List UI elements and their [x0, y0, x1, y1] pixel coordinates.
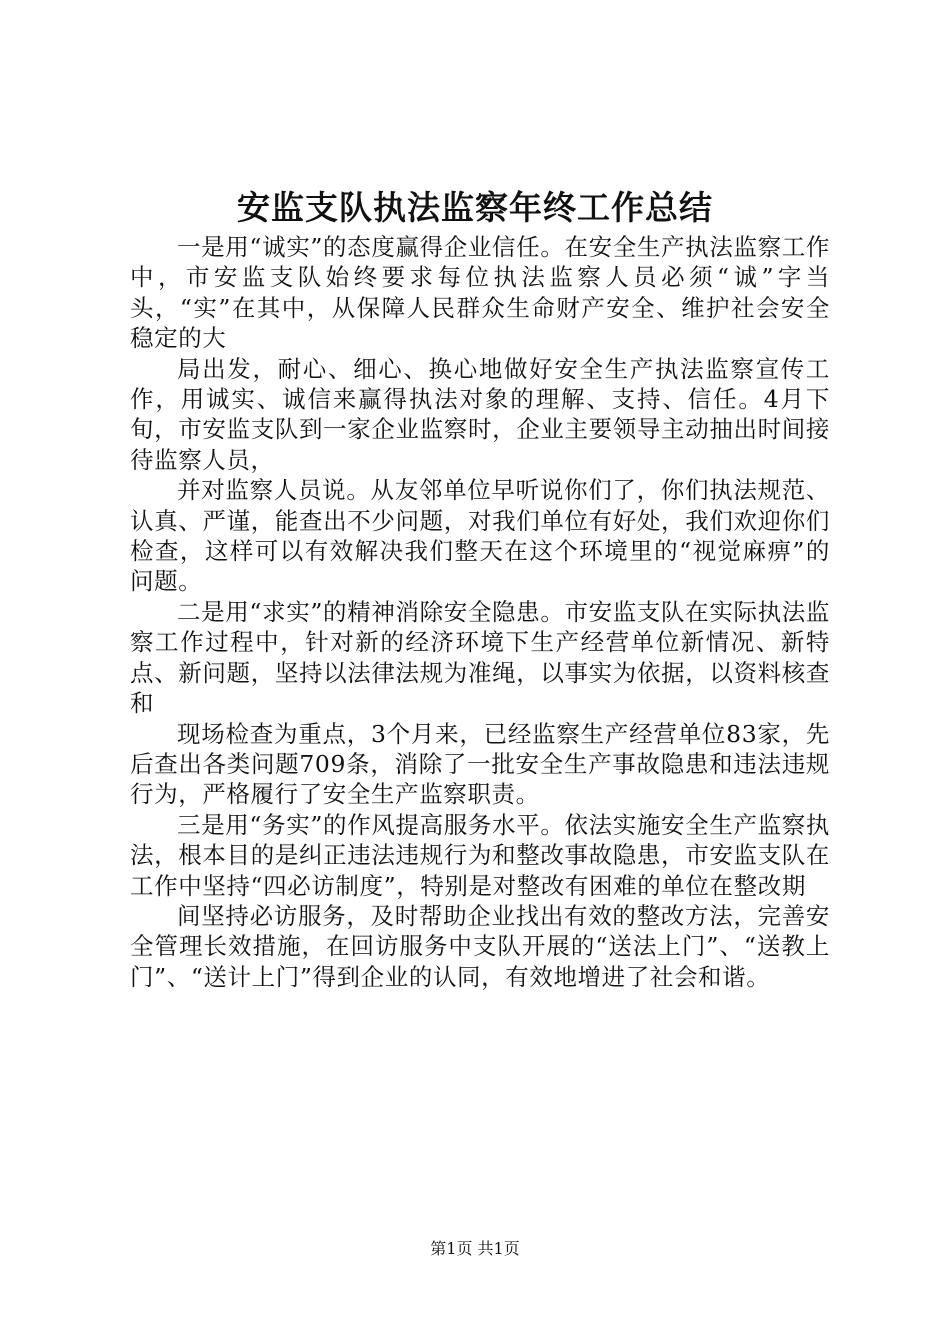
page-title: 安监支队执法监察年终工作总结 [237, 188, 713, 227]
paragraph-7: 间坚持必访服务，及时帮助企业找出有效的整改方法，完善安全管理长效措施，在回访服务中支队开展的“送法上门”、“送教上门”、“送计上门”得到企业的认同，有效地增进了社会和谐。 [130, 901, 830, 991]
paragraph-4: 二是用“求实”的精神消除安全隐患。市安监支队在实际执法监察工作过程中，针对新的经济环境下生产经营单位新情况、新特点、新问题，坚持以法律法规为准绳，以事实为依据，以资料核查和 [130, 597, 830, 718]
paragraph-6: 三是用“务实”的作风提高服务水平。依法实施安全生产监察执法，根本目的是纠正违法违规行为和整改事故隐患，市安监支队在工作中坚持“四必访制度”，特别是对整改有困难的单位在整改期 [130, 810, 830, 900]
paragraph-2: 局出发，耐心、细心、换心地做好安全生产执法监察宣传工作，用诚实、诚信来赢得执法对象的理解、支持、信任。4月下旬，市安监支队到一家企业监察时，企业主要领导主动抽出时间接待监察人员， [130, 354, 830, 474]
paragraph-3: 并对监察人员说。从友邻单位早听说你们了，你们执法规范、认真、严谨，能查出不少问题，对我们单位有好处，我们欢迎你们检查，这样可以有效解决我们整天在这个环境里的“视觉麻痹”的问题。 [130, 476, 830, 596]
paragraph-5: 现场检查为重点，3个月来，已经监察生产经营单位83家，先后查出各类问题709条，消除了一批安全生产事故隐患和违法违规行为，严格履行了安全生产监察职责。 [130, 719, 830, 809]
page-footer: 第1页 共1页 [430, 1239, 520, 1258]
document-body [130, 232, 830, 992]
paragraph-1: 一是用“诚实”的态度赢得企业信任。在安全生产执法监察工作中，市安监支队始终要求每位执法监察人员必须“诚”字当头，“实”在其中，从保障人民群众生命财产安全、维护社会安全稳定的大 [130, 233, 830, 353]
